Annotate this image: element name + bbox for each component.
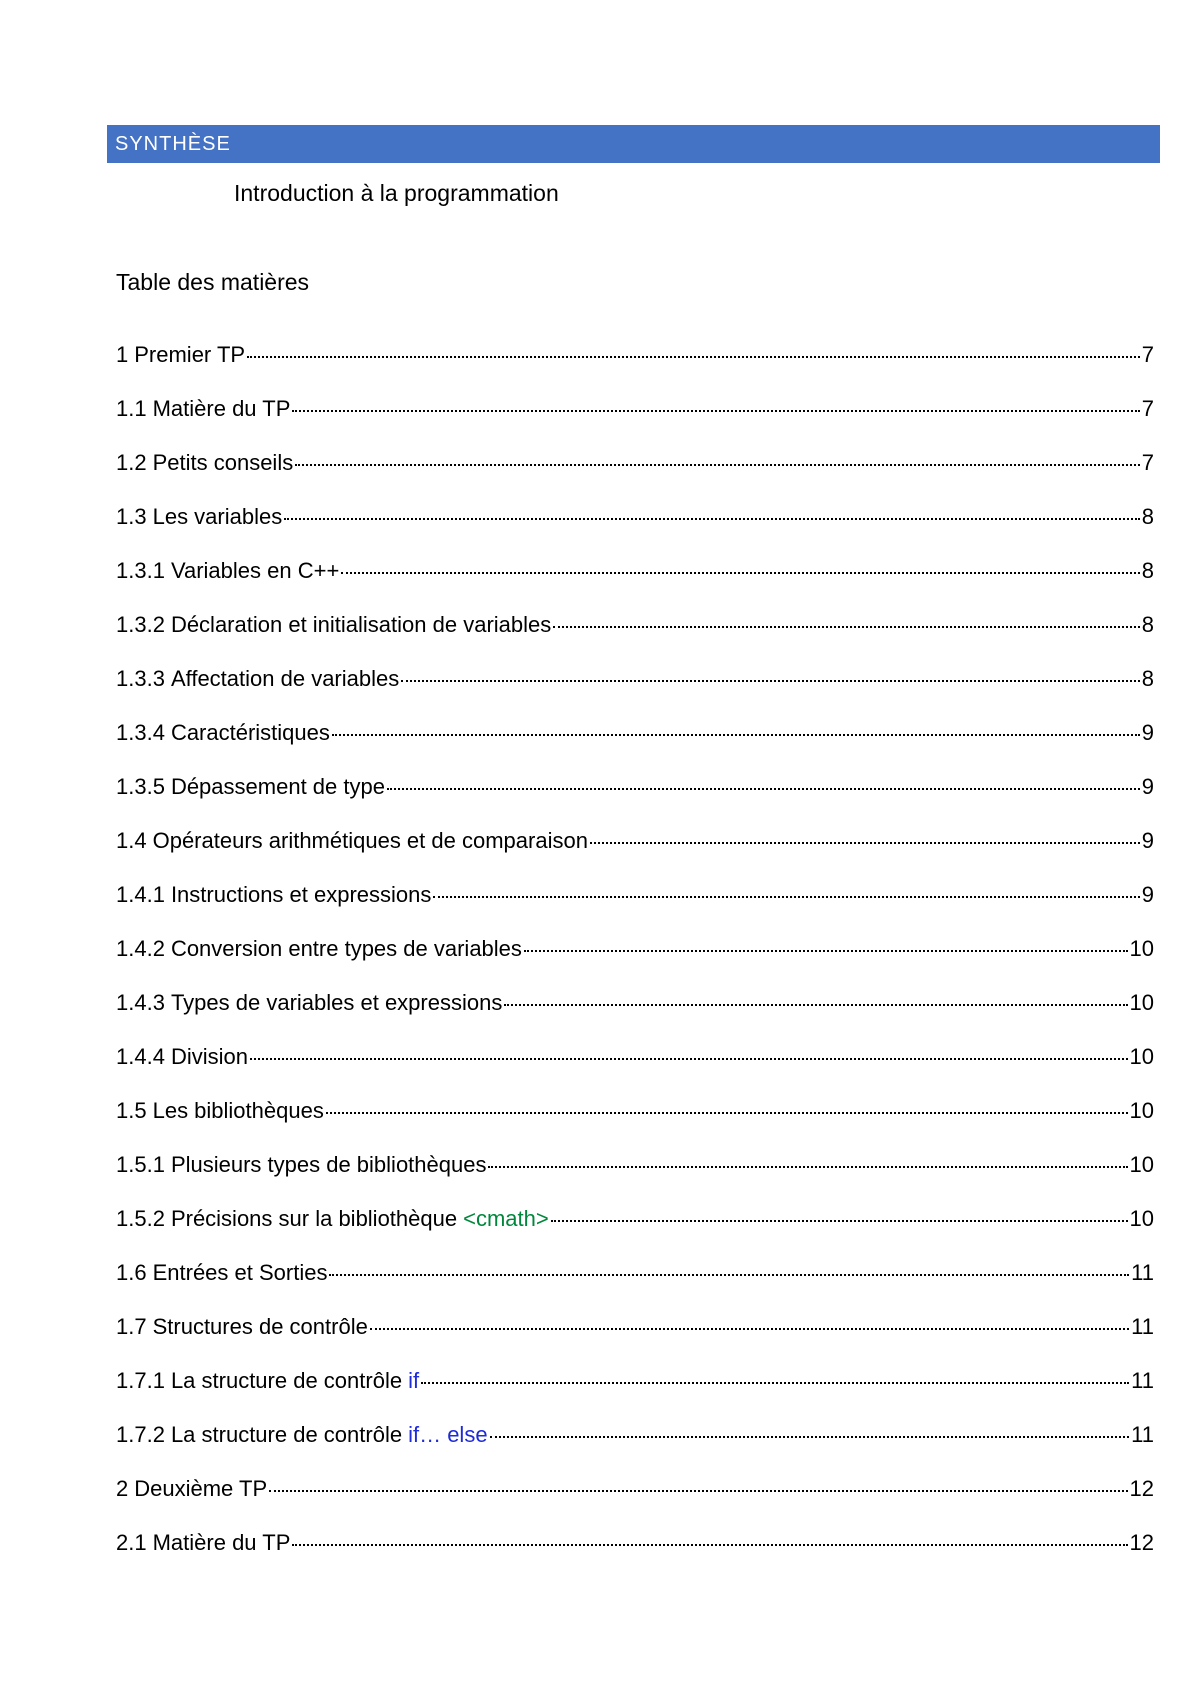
toc-entry[interactable] bbox=[116, 720, 1154, 774]
toc-entry-title: Structures de contrôle bbox=[152, 1314, 368, 1339]
toc-entry[interactable] bbox=[116, 1260, 1154, 1314]
toc-entry-number: 1.1 bbox=[116, 396, 147, 421]
toc-entry-page-number: 8 bbox=[1141, 504, 1154, 529]
toc-entry-code-keyword: if… else bbox=[408, 1422, 488, 1447]
toc-entry-number: 1.5 bbox=[116, 1098, 147, 1123]
toc-entry[interactable] bbox=[116, 1206, 1154, 1260]
toc-entry-title: Caractéristiques bbox=[170, 720, 330, 745]
toc-entry[interactable] bbox=[116, 990, 1154, 1044]
toc-dot-leader bbox=[295, 463, 1140, 466]
toc-entry[interactable] bbox=[116, 882, 1154, 936]
toc-dot-leader bbox=[551, 1219, 1128, 1222]
toc-entry-number: 2.1 bbox=[116, 1530, 147, 1555]
toc-entry-page-number: 10 bbox=[1129, 1098, 1154, 1123]
toc-entry[interactable] bbox=[116, 1476, 1154, 1530]
toc-entry-page-number: 10 bbox=[1129, 1044, 1154, 1069]
toc-entry-title: Premier TP bbox=[134, 342, 246, 367]
toc-entry-title: Variables en C++ bbox=[170, 558, 340, 583]
toc-dot-leader bbox=[341, 571, 1139, 574]
toc-entry-title: La structure de contrôle bbox=[170, 1422, 403, 1447]
toc-entry-title: Affectation de variables bbox=[170, 666, 400, 691]
toc-entry-title: Conversion entre types de variables bbox=[170, 936, 522, 961]
toc-dot-leader bbox=[433, 895, 1139, 898]
toc-dot-leader bbox=[553, 625, 1139, 628]
toc-entry-page-number: 10 bbox=[1129, 1206, 1154, 1231]
toc-entry-number: 1.5.1 bbox=[116, 1152, 165, 1177]
toc-entry-number: 1.7 bbox=[116, 1314, 147, 1339]
toc-entry-page-number: 9 bbox=[1141, 882, 1154, 907]
toc-entry-number: 1.4.3 bbox=[116, 990, 165, 1015]
toc-entry-number: 1 bbox=[116, 342, 129, 367]
section-banner bbox=[107, 125, 1160, 163]
toc-entry[interactable] bbox=[116, 666, 1154, 720]
toc-entry[interactable] bbox=[116, 1530, 1154, 1584]
toc-entry-title: La structure de contrôle bbox=[170, 1368, 403, 1393]
toc-entry-page-number: 10 bbox=[1129, 1152, 1154, 1177]
toc-entry-page-number: 7 bbox=[1141, 342, 1154, 367]
toc-entry[interactable] bbox=[116, 1152, 1154, 1206]
toc-entry-number: 1.2 bbox=[116, 450, 147, 475]
toc-dot-leader bbox=[292, 409, 1139, 412]
toc-entry-title: Dépassement de type bbox=[170, 774, 385, 799]
toc-entry-page-number: 7 bbox=[1141, 396, 1154, 421]
toc-entry-title: Matière du TP bbox=[152, 1530, 291, 1555]
toc-entry-title: Matière du TP bbox=[152, 396, 291, 421]
toc-entry-number: 1.4.4 bbox=[116, 1044, 165, 1069]
toc-entry-title: Instructions et expressions bbox=[170, 882, 432, 907]
toc-dot-leader bbox=[370, 1327, 1129, 1330]
toc-entry-page-number: 12 bbox=[1129, 1476, 1154, 1501]
toc-entry[interactable] bbox=[116, 396, 1154, 450]
toc-entry[interactable] bbox=[116, 504, 1154, 558]
toc-dot-leader bbox=[387, 787, 1140, 790]
toc-entry[interactable] bbox=[116, 936, 1154, 990]
toc-dot-leader bbox=[401, 679, 1140, 682]
toc-dot-leader bbox=[284, 517, 1140, 520]
toc-entry-title: Les bibliothèques bbox=[152, 1098, 324, 1123]
toc-entry-number: 1.3.4 bbox=[116, 720, 165, 745]
toc-entry-page-number: 10 bbox=[1129, 936, 1154, 961]
toc-dot-leader bbox=[292, 1543, 1127, 1546]
toc-entry-page-number: 8 bbox=[1141, 666, 1154, 691]
toc-dot-leader bbox=[329, 1273, 1129, 1276]
toc-entry-title: Précisions sur la bibliothèque bbox=[170, 1206, 458, 1231]
toc-dot-leader bbox=[488, 1165, 1127, 1168]
toc-entry[interactable] bbox=[116, 1044, 1154, 1098]
toc-entry-number: 1.3.5 bbox=[116, 774, 165, 799]
toc-entry-page-number: 9 bbox=[1141, 720, 1154, 745]
toc-heading: Table des matières bbox=[116, 269, 310, 295]
toc-entry-page-number: 11 bbox=[1131, 1368, 1154, 1393]
toc-dot-leader bbox=[504, 1003, 1127, 1006]
toc-entry-number: 1.4 bbox=[116, 828, 147, 853]
table-of-contents bbox=[116, 342, 1154, 1584]
toc-entry[interactable] bbox=[116, 1368, 1154, 1422]
toc-entry-page-number: 11 bbox=[1131, 1260, 1154, 1285]
toc-entry-number: 1.3.3 bbox=[116, 666, 165, 691]
toc-dot-leader bbox=[332, 733, 1140, 736]
toc-entry-page-number: 9 bbox=[1141, 828, 1154, 853]
toc-entry-number: 1.7.2 bbox=[116, 1422, 165, 1447]
toc-dot-leader bbox=[421, 1381, 1129, 1384]
toc-entry-title: Entrées et Sorties bbox=[152, 1260, 328, 1285]
toc-entry-number: 1.5.2 bbox=[116, 1206, 165, 1231]
toc-entry[interactable] bbox=[116, 828, 1154, 882]
toc-entry-page-number: 9 bbox=[1141, 774, 1154, 799]
toc-entry-title: Deuxième TP bbox=[134, 1476, 268, 1501]
toc-dot-leader bbox=[326, 1111, 1128, 1114]
toc-entry-title: Opérateurs arithmétiques et de comparaison bbox=[152, 828, 588, 853]
toc-entry-page-number: 7 bbox=[1141, 450, 1154, 475]
toc-entry[interactable] bbox=[116, 1314, 1154, 1368]
toc-entry-number: 1.4.1 bbox=[116, 882, 165, 907]
toc-entry-number: 1.3.1 bbox=[116, 558, 165, 583]
toc-dot-leader bbox=[590, 841, 1140, 844]
toc-entry-title: Petits conseils bbox=[152, 450, 294, 475]
toc-entry[interactable] bbox=[116, 342, 1154, 396]
toc-entry-page-number: 11 bbox=[1131, 1314, 1154, 1339]
toc-dot-leader bbox=[524, 949, 1128, 952]
document-title: Introduction à la programmation bbox=[234, 180, 559, 206]
toc-entry-page-number: 12 bbox=[1129, 1530, 1154, 1555]
toc-dot-leader bbox=[269, 1489, 1127, 1492]
toc-entry-title: Déclaration et initialisation de variables bbox=[170, 612, 552, 637]
toc-entry-number: 1.7.1 bbox=[116, 1368, 165, 1393]
toc-entry-title: Plusieurs types de bibliothèques bbox=[170, 1152, 487, 1177]
toc-entry-number: 1.6 bbox=[116, 1260, 147, 1285]
toc-entry-number: 1.3.2 bbox=[116, 612, 165, 637]
toc-entry-number: 1.4.2 bbox=[116, 936, 165, 961]
banner-label: SYNTHÈSE bbox=[115, 132, 231, 155]
toc-entry-code-keyword: <cmath> bbox=[463, 1206, 549, 1231]
toc-entry[interactable] bbox=[116, 612, 1154, 666]
toc-entry[interactable] bbox=[116, 450, 1154, 504]
toc-entry[interactable] bbox=[116, 1422, 1154, 1476]
toc-entry-page-number: 8 bbox=[1141, 558, 1154, 583]
toc-entry-title: Les variables bbox=[152, 504, 283, 529]
toc-entry-title: Division bbox=[170, 1044, 248, 1069]
toc-entry-page-number: 8 bbox=[1141, 612, 1154, 637]
toc-dot-leader bbox=[250, 1057, 1128, 1060]
toc-entry[interactable] bbox=[116, 558, 1154, 612]
toc-entry-title: Types de variables et expressions bbox=[170, 990, 503, 1015]
toc-entry[interactable] bbox=[116, 1098, 1154, 1152]
toc-dot-leader bbox=[490, 1435, 1130, 1438]
toc-entry-page-number: 11 bbox=[1131, 1422, 1154, 1447]
toc-entry[interactable] bbox=[116, 774, 1154, 828]
toc-entry-code-keyword: if bbox=[408, 1368, 420, 1393]
toc-entry-page-number: 10 bbox=[1129, 990, 1154, 1015]
toc-dot-leader bbox=[247, 355, 1140, 358]
toc-entry-number: 2 bbox=[116, 1476, 129, 1501]
toc-entry-number: 1.3 bbox=[116, 504, 147, 529]
